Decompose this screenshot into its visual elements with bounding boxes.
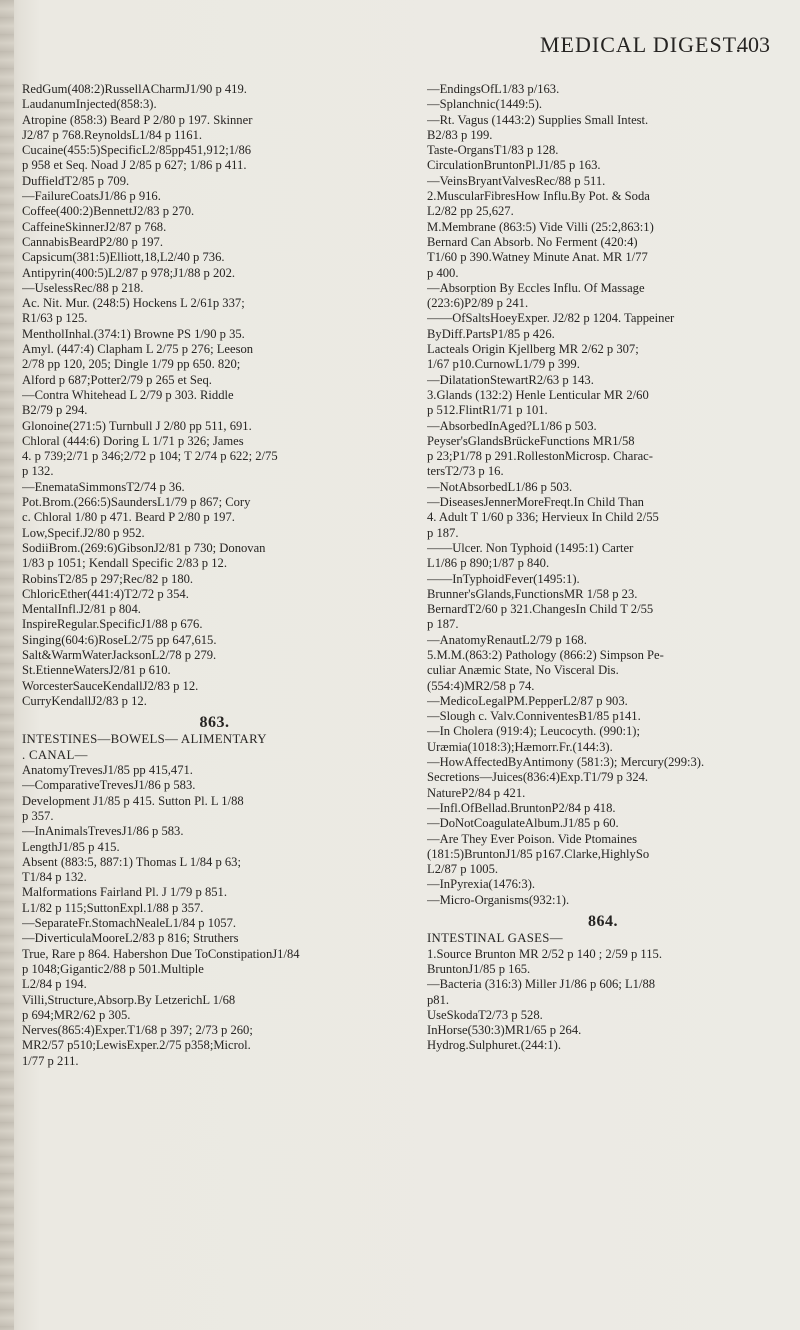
index-line: p 400. — [427, 265, 459, 280]
index-line: Uræmia(1018:3);Hæmorr.Fr.(144:3). — [427, 739, 613, 754]
index-line: —Absorption By Eccles Influ. Of Massage — [427, 280, 645, 295]
index-line: NatureP2/84 p 421. — [427, 785, 526, 800]
index-line: L2/84 p 194. — [22, 977, 87, 992]
index-line: Lacteals Origin Kjellberg MR 2/62 p 307; — [427, 342, 639, 357]
index-line: T1/60 p 390.Watney Minute Anat. MR 1/77 — [427, 250, 648, 265]
running-title: MEDICAL DIGEST. — [540, 32, 742, 57]
index-line: —Splanchnic(1449:5). — [427, 97, 543, 112]
index-line: Cucaine(455:5)SpecificL2/85pp451,912;1/86 — [22, 143, 252, 158]
index-line: BernardT2/60 p 321.ChangesIn Child T 2/55 — [427, 602, 654, 617]
index-line: —Rt. Vagus (1443:2) Supplies Small Intest. — [427, 112, 649, 127]
index-line: 1/67 p10.CurnowL1/79 p 399. — [427, 357, 580, 372]
page-number: 403 — [737, 32, 770, 57]
index-line: 2/78 pp 120, 205; Dingle 1/79 pp 650. 820; — [22, 357, 241, 372]
index-line: Ac. Nit. Mur. (248:5) Hockens L 2/61p 337; — [22, 296, 245, 311]
index-line: Hydrog.Sulphuret.(244:1). — [427, 1038, 561, 1053]
index-line: (181:5)BruntonJ1/85 p167.Clarke,HighlySo — [427, 846, 650, 861]
index-line: BruntonJ1/85 p 165. — [427, 961, 531, 976]
index-line: Malformations Fairland Pl. J 1/79 p 851. — [22, 885, 227, 900]
index-line: Amyl. (447:4) Clapham L 2/75 p 276; Leeson — [22, 342, 254, 357]
page-gutter — [0, 0, 14, 1330]
index-line: p 694;MR2/62 p 305. — [22, 1007, 131, 1022]
index-line: —Infl.OfBellad.BruntonP2/84 p 418. — [427, 800, 616, 815]
index-line: —DoNotCoagulateAlbum.J1/85 p 60. — [427, 816, 619, 831]
index-line: —AnatomyRenautL2/79 p 168. — [427, 632, 587, 647]
index-line: RedGum(408:2)RussellACharmJ1/90 p 419. — [22, 82, 247, 96]
index-line: —ComparativeTrevesJ1/86 p 583. — [22, 778, 196, 793]
index-line: —In Cholera (919:4); Leucocyth. (990:1); — [427, 724, 640, 739]
index-line: ChloricEther(441:4)T2/72 p 354. — [22, 586, 189, 601]
index-line: Nerves(865:4)Exper.T1/68 p 397; 2/73 p 260; — [22, 1023, 253, 1038]
index-line: Antipyrin(400:5)L2/87 p 978;J1/88 p 202. — [22, 265, 236, 280]
index-line: UseSkodaT2/73 p 528. — [427, 1007, 543, 1022]
index-line: 1/77 p 211. — [22, 1053, 79, 1068]
index-line: —EndingsOfL1/83 p/163. — [427, 82, 560, 96]
index-line: 4. Adult T 1/60 p 336; Hervieux In Child 2/55 — [427, 510, 659, 525]
page-header — [540, 32, 770, 72]
index-line: Singing(604:6)RoseL2/75 pp 647,615. — [22, 632, 217, 647]
index-line: Chloral (444:6) Doring L 1/71 p 326; James — [22, 433, 244, 448]
section-heading: INTESTINAL GASES— — [427, 931, 563, 946]
index-line: 2.MuscularFibresHow Influ.By Pot. & Soda — [427, 189, 650, 204]
index-line: —Are They Ever Poison. Vide Ptomaines — [427, 831, 638, 846]
index-line: 4. p 739;2/71 p 346;2/72 p 104; T 2/74 p 622; 2/75 — [22, 449, 278, 464]
index-line: p 132. — [22, 464, 54, 479]
index-line: p 512.FlintR1/71 p 101. — [427, 403, 548, 418]
index-line: J2/87 p 768.ReynoldsL1/84 p 1161. — [22, 127, 203, 142]
index-line: ——Ulcer. Non Typhoid (1495:1) Carter — [427, 540, 634, 555]
index-line: LengthJ1/85 p 415. — [22, 839, 120, 854]
index-line: L1/86 p 890;1/87 p 840. — [427, 556, 550, 571]
index-line: —Micro-Organisms(932:1). — [427, 892, 570, 907]
index-line: culiar Anæmic State, No Visceral Dis. — [427, 663, 619, 678]
index-line: p 187. — [427, 525, 459, 540]
index-line: L1/82 p 115;SuttonExpl.1/88 p 357. — [22, 900, 204, 915]
index-line: tersT2/73 p 16. — [427, 464, 504, 479]
index-line: Capsicum(381:5)Elliott,18,L2/40 p 736. — [22, 250, 225, 265]
index-line: CurryKendallJ2/83 p 12. — [22, 693, 147, 708]
index-line: WorcesterSauceKendallJ2/83 p 12. — [22, 678, 199, 693]
index-line: Absent (883:5, 887:1) Thomas L 1/84 p 63; — [22, 854, 241, 869]
index-line: R1/63 p 125. — [22, 311, 88, 326]
index-line: (223:6)P2/89 p 241. — [427, 296, 529, 311]
index-line: 5.M.M.(863:2) Pathology (866:2) Simpson Pe- — [427, 647, 664, 662]
right-column — [427, 82, 779, 1054]
index-line: p 1048;Gigantic2/88 p 501.Multiple — [22, 961, 204, 976]
index-line: CirculationBruntonPl.J1/85 p 163. — [427, 158, 601, 173]
index-line: Development J1/85 p 415. Sutton Pl. L 1/88 — [22, 793, 244, 808]
index-line: Low,Specif.J2/80 p 952. — [22, 525, 145, 540]
index-line: Salt&WarmWaterJacksonL2/78 p 279. — [22, 647, 217, 662]
index-line: —Slough c. Valv.ConniventesB1/85 p141. — [427, 709, 641, 724]
index-line: L2/87 p 1005. — [427, 862, 499, 877]
index-line: ——OfSaltsHoeyExper. J2/82 p 1204. Tappeiner — [427, 311, 675, 326]
index-line: —DiseasesJennerMoreFreqt.In Child Than — [427, 495, 644, 510]
index-line: Glonoine(271:5) Turnbull J 2/80 pp 511, 691. — [22, 418, 252, 433]
index-line: 1.Source Brunton MR 2/52 p 140 ; 2/59 p 115. — [427, 946, 662, 961]
index-line: ——InTyphoidFever(1495:1). — [427, 571, 580, 586]
index-line: —DiverticulaMooreL2/83 p 816; Struthers — [22, 931, 239, 946]
index-line: AnatomyTrevesJ1/85 pp 415,471. — [22, 763, 193, 778]
index-line: 3.Glands (132:2) Henle Lenticular MR 2/60 — [427, 387, 649, 402]
index-line: MR2/57 p510;LewisExper.2/75 p358;Microl. — [22, 1038, 251, 1053]
index-line: —SeparateFr.StomachNealeL1/84 p 1057. — [22, 916, 237, 931]
section-heading: INTESTINES—BOWELS— ALIMENTARY — [22, 732, 267, 747]
index-line: SodiiBrom.(269:6)GibsonJ2/81 p 730; Donovan — [22, 540, 266, 555]
index-line: —FailureCoatsJ1/86 p 916. — [22, 189, 161, 204]
index-line: InspireRegular.SpecificJ1/88 p 676. — [22, 617, 203, 632]
index-line: T1/84 p 132. — [22, 870, 87, 885]
index-line: Pot.Brom.(266:5)SaundersL1/79 p 867; Cory — [22, 495, 251, 510]
index-line: MentholInhal.(374:1) Browne PS 1/90 p 35. — [22, 326, 245, 341]
left-column — [22, 82, 407, 1069]
index-line: LaudanumInjected(858:3). — [22, 97, 157, 112]
index-line: St.EtienneWatersJ2/81 p 610. — [22, 663, 171, 678]
index-line: p81. — [427, 992, 450, 1007]
index-line: Alford p 687;Potter2/79 p 265 et Seq. — [22, 372, 212, 387]
section-heading: . CANAL— — [22, 747, 88, 762]
index-line: Peyser'sGlandsBrückeFunctions MR1/58 — [427, 433, 635, 448]
index-line: —NotAbsorbedL1/86 p 503. — [427, 479, 573, 494]
index-line: M.Membrane (863:5) Vide Villi (25:2,863:1) — [427, 219, 654, 234]
index-line: DuffieldT2/85 p 709. — [22, 173, 130, 188]
index-line: 1/83 p 1051; Kendall Specific 2/83 p 12. — [22, 556, 227, 571]
index-line: —VeinsBryantValvesRec/88 p 511. — [427, 173, 606, 188]
index-line: —EnemataSimmonsT2/74 p 36. — [22, 479, 185, 494]
index-line: CaffeineSkinnerJ2/87 p 768. — [22, 219, 167, 234]
index-line: p 357. — [22, 808, 54, 823]
index-line: —MedicoLegalPM.PepperL2/87 p 903. — [427, 693, 628, 708]
index-line: —Bacteria (316:3) Miller J1/86 p 606; L1/88 — [427, 977, 656, 992]
index-line: p 958 et Seq. Noad J 2/85 p 627; 1/86 p 411. — [22, 158, 247, 173]
index-line: RobinsT2/85 p 297;Rec/82 p 180. — [22, 571, 194, 586]
index-line: L2/82 pp 25,627. — [427, 204, 514, 219]
index-line: Atropine (858:3) Beard P 2/80 p 197. Skinner — [22, 112, 253, 127]
index-line: —DilatationStewartR2/63 p 143. — [427, 372, 594, 387]
index-line: ByDiff.PartsP1/85 p 426. — [427, 326, 555, 341]
index-line: (554:4)MR2/58 p 74. — [427, 678, 535, 693]
index-line: p 187. — [427, 617, 459, 632]
index-line: Villi,Structure,Absorp.By LetzerichL 1/68 — [22, 992, 236, 1007]
index-line: B2/83 p 199. — [427, 127, 493, 142]
index-line: p 23;P1/78 p 291.RollestonMicrosp. Charac- — [427, 449, 653, 464]
index-line: —UselessRec/88 p 218. — [22, 280, 144, 295]
index-line: CannabisBeardP2/80 p 197. — [22, 234, 163, 249]
index-line: Secretions—Juices(836:4)Exp.T1/79 p 324. — [427, 770, 649, 785]
index-line: —HowAffectedByAntimony (581:3); Mercury(299:3). — [427, 755, 705, 770]
index-line: MentalInfl.J2/81 p 804. — [22, 602, 141, 617]
index-line: —AbsorbedInAged?L1/86 p 503. — [427, 418, 597, 433]
index-line: InHorse(530:3)MR1/65 p 264. — [427, 1023, 582, 1038]
section-number: 864. — [588, 914, 618, 930]
index-line: —Contra Whitehead L 2/79 p 303. Riddle — [22, 387, 234, 402]
index-line: Brunner'sGlands,FunctionsMR 1/58 p 23. — [427, 586, 638, 601]
index-line: B2/79 p 294. — [22, 403, 88, 418]
index-line: Bernard Can Absorb. No Ferment (420:4) — [427, 234, 638, 249]
index-line: True, Rare p 864. Habershon Due ToConstipationJ1/84 — [22, 946, 300, 961]
index-line: —InPyrexia(1476:3). — [427, 877, 536, 892]
index-line: Taste-OrgansT1/83 p 128. — [427, 143, 559, 158]
index-line: —InAnimalsTrevesJ1/86 p 583. — [22, 824, 184, 839]
index-line: c. Chloral 1/80 p 471. Beard P 2/80 p 197. — [22, 510, 235, 525]
section-number: 863. — [199, 715, 230, 731]
index-line: Coffee(400:2)BennettJ2/83 p 270. — [22, 204, 195, 219]
